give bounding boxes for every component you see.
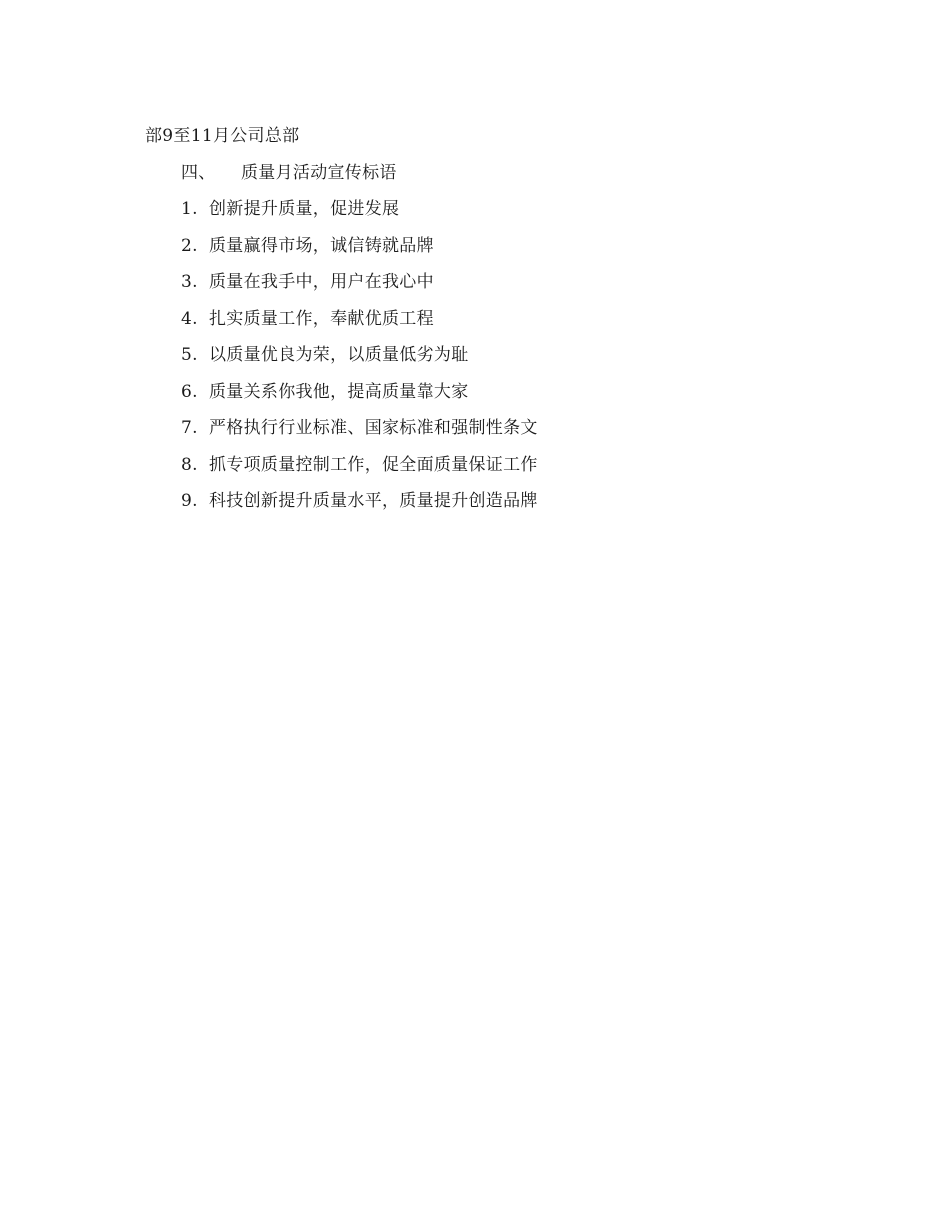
slogan-text: 质量赢得市场，诚信铸就品牌 <box>209 235 434 256</box>
continuation-line: 部9至11月公司总部 <box>145 126 300 146</box>
slogan-item <box>145 374 785 411</box>
slogan-text: 创新提升质量，促进发展 <box>209 199 400 219</box>
section-heading <box>145 155 785 192</box>
section-number: 四、 <box>181 162 216 183</box>
slogan-text: 质量在我手中，用户在我心中 <box>209 272 434 292</box>
slogan-item <box>145 228 785 265</box>
slogan-text: 抓专项质量控制工作，促全面质量保证工作 <box>209 454 538 475</box>
slogan-text: 以质量优良为荣，以质量低劣为耻 <box>209 345 469 365</box>
slogan-item <box>145 410 785 447</box>
slogan-text: 严格执行行业标准、国家标准和强制性条文 <box>209 418 538 438</box>
slogan-number: 1. <box>181 199 198 219</box>
slogan-number: 8. <box>181 454 198 475</box>
slogan-item <box>145 337 785 374</box>
slogan-number: 3. <box>181 272 198 292</box>
slogan-text: 扎实质量工作，奉献优质工程 <box>209 308 434 329</box>
slogan-number: 9. <box>181 491 198 511</box>
slogan-number: 4. <box>181 308 198 329</box>
slogan-number: 7. <box>181 418 198 438</box>
slogan-item <box>145 301 785 338</box>
document-body <box>145 118 785 520</box>
slogan-item <box>145 447 785 484</box>
slogan-item <box>145 264 785 301</box>
section-title: 质量月活动宣传标语 <box>241 162 397 183</box>
slogan-text: 质量关系你我他，提高质量靠大家 <box>209 381 469 402</box>
slogan-number: 5. <box>181 345 198 365</box>
slogan-text: 科技创新提升质量水平，质量提升创造品牌 <box>209 491 538 511</box>
slogan-item <box>145 191 785 228</box>
slogan-item <box>145 483 785 520</box>
slogan-number: 6. <box>181 381 198 402</box>
slogan-number: 2. <box>181 235 198 256</box>
